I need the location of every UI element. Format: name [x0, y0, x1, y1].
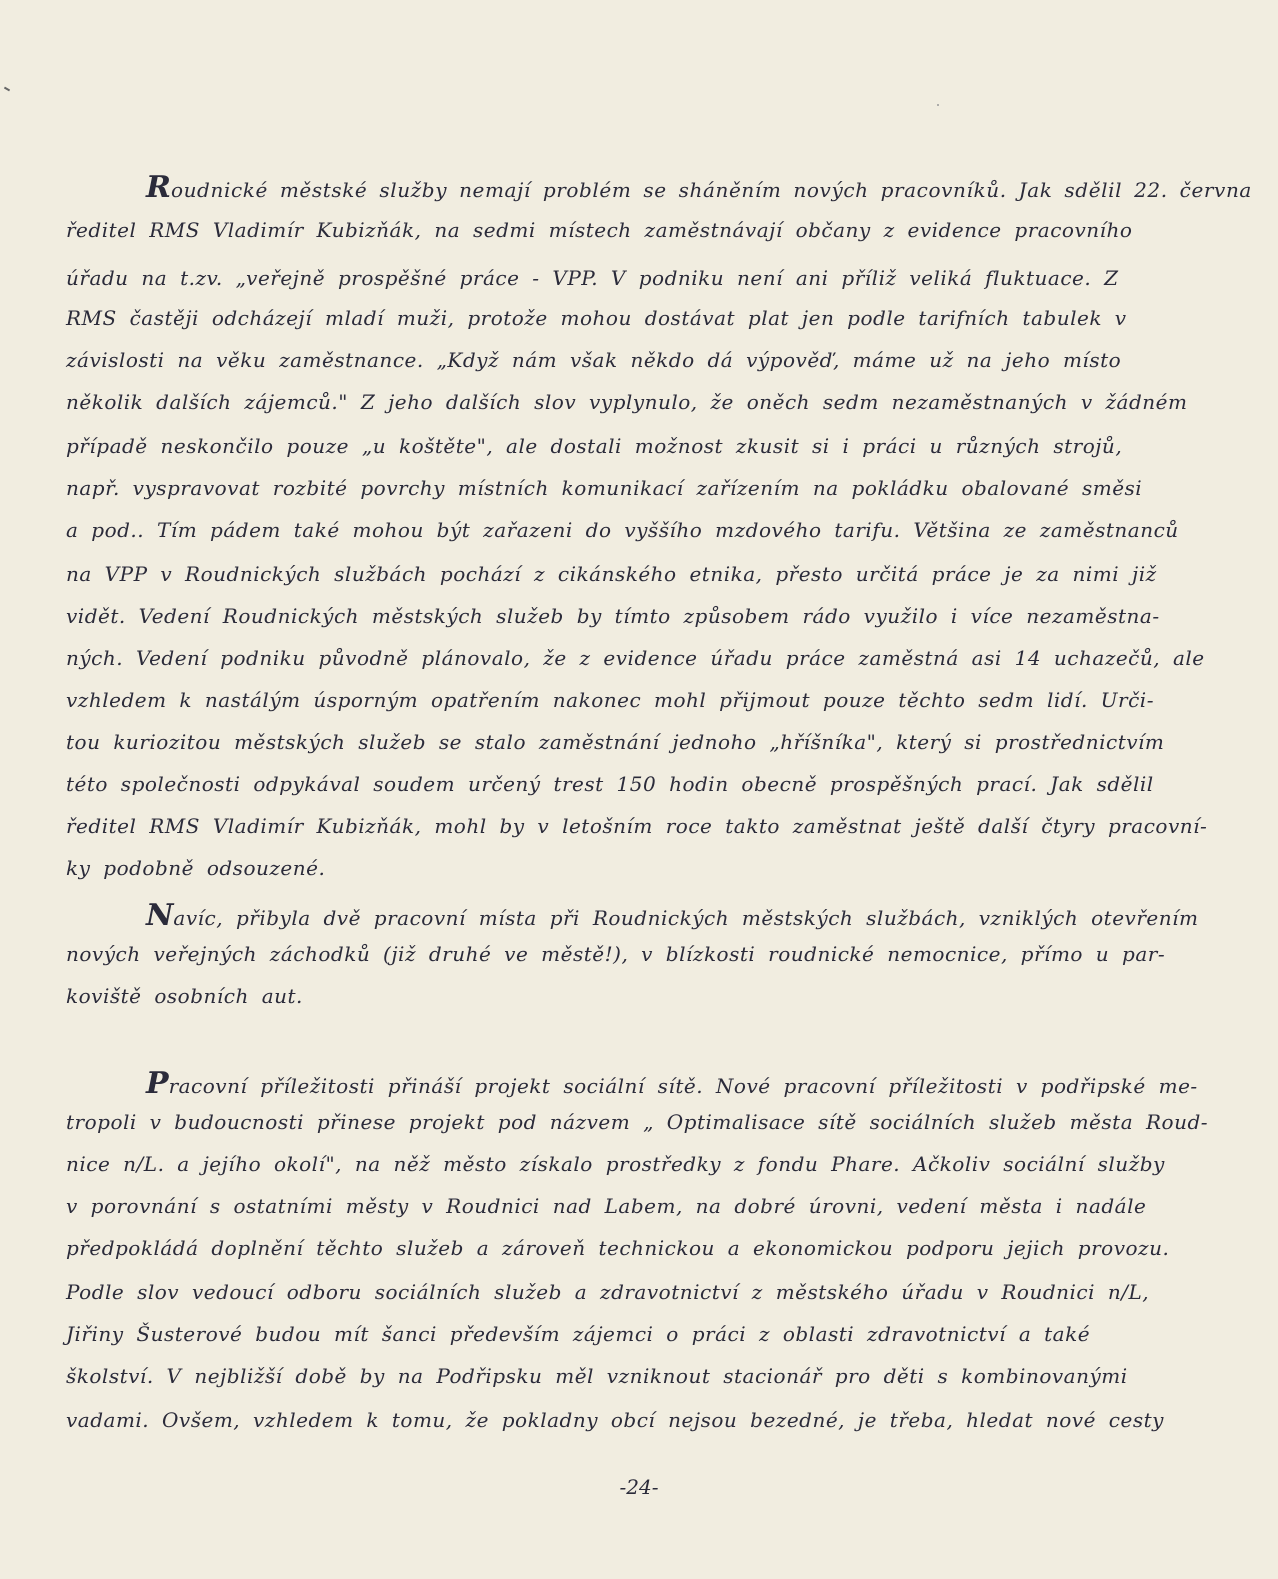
text-line: případě neskončilo pouze „u koštěte", ale dostali možnost zkusit si i práci u různých strojů, [66, 434, 1123, 458]
text-line: předpokládá doplnění těchto služeb a zároveň technickou a ekonomickou podporu jejich provozu. [66, 1236, 1170, 1260]
text-line: v porovnání s ostatními městy v Roudnici nad Labem, na dobré úrovni, vedení města i nadále [66, 1194, 1147, 1218]
text-line: a pod.. Tím pádem také mohou být zařazeni do vyššího mzdového tarifu. Většina ze zaměstnanců [66, 518, 1179, 542]
text-line: vzhledem k nastálým úsporným opatřením nakonec mohl přijmout pouze těchto sedm lidí. Urči- [66, 688, 1154, 712]
text-line: Pracovní příležitosti přináší projekt sociální sítě. Nové pracovní příležitosti v podřipské me- [146, 1066, 1198, 1101]
drop-cap: N [146, 898, 174, 933]
text-line: závislosti na věku zaměstnance. „Když nám však někdo dá výpověď, máme už na jeho místo [66, 348, 1122, 372]
text-line: ředitel RMS Vladimír Kubizňák, mohl by v letošním roce takto zaměstnat ještě další čtyry pracovní- [66, 814, 1208, 838]
text-line: vadami. Ovšem, vzhledem k tomu, že pokladny obcí nejsou bezedné, je třeba, hledat nové cesty [66, 1408, 1164, 1432]
text-line: Jiřiny Šusterové budou mít šanci především zájemci o práci z oblasti zdravotnictví a také [66, 1322, 1091, 1346]
text-line: Roudnické městské služby nemají problém se sháněním nových pracovníků. Jak sdělil 22. června [146, 170, 1252, 205]
drop-cap: R [146, 170, 171, 205]
text-line: ných. Vedení podniku původně plánovalo, že z evidence úřadu práce zaměstná asi 14 uchazečů, ale [66, 646, 1205, 670]
margin-mark [4, 87, 10, 92]
text-line: např. vyspravovat rozbité povrchy místních komunikací zařízením na pokládku obalované směsi [66, 476, 1143, 500]
text-line: ky podobně odsouzené. [66, 856, 326, 880]
text-line: tropoli v budoucnosti přinese projekt pod názvem „ Optimalisace sítě sociálních služeb města Roud- [66, 1110, 1209, 1134]
text-line: vidět. Vedení Roudnických městských služeb by tímto způsobem rádo využilo i více nezaměstna- [66, 604, 1160, 628]
text-line: koviště osobních aut. [66, 984, 303, 1008]
drop-cap: P [146, 1066, 169, 1101]
text-line: této společnosti odpykával soudem určený trest 150 hodin obecně prospěšných prací. Jak sdělil [66, 772, 1154, 796]
text-line: Podle slov vedoucí odboru sociálních služeb a zdravotnictví z městského úřadu v Roudnici n/L, [66, 1280, 1150, 1304]
paper-speck [937, 104, 939, 106]
text-line: ředitel RMS Vladimír Kubizňák, na sedmi místech zaměstnávají občany z evidence pracovního [66, 218, 1133, 242]
text-line: několik dalších zájemců." Z jeho dalších slov vyplynulo, že oněch sedm nezaměstnaných v žádném [66, 390, 1188, 414]
text-line: školství. V nejbližší době by na Podřipsku měl vzniknout stacionář pro děti s kombinovanými [66, 1364, 1128, 1388]
text-line: Navíc, přibyla dvě pracovní místa při Roudnických městských službách, vzniklých otevřením [146, 898, 1199, 933]
text-line: tou kuriozitou městských služeb se stalo zaměstnání jednoho „hříšníka", který si prostřednictvím [66, 730, 1165, 754]
text-line: úřadu na t.zv. „veřejně prospěšné práce - VPP. V podniku není ani příliž veliká fluktuace. Z [66, 266, 1119, 290]
text-line: na VPP v Roudnických službách pochází z cikánského etnika, přesto určitá práce je za nimi již [66, 562, 1157, 586]
page-number: -24- [619, 1475, 659, 1499]
text-line: RMS častěji odcházejí mladí muži, protože mohou dostávat plat jen podle tarifních tabulek v [66, 306, 1127, 330]
text-line: nice n/L. a jejího okolí", na něž město získalo prostředky z fondu Phare. Ačkoliv sociální služby [66, 1152, 1165, 1176]
text-line: nových veřejných záchodků (již druhé ve městě!), v blízkosti roudnické nemocnice, přímo u par- [66, 942, 1166, 966]
